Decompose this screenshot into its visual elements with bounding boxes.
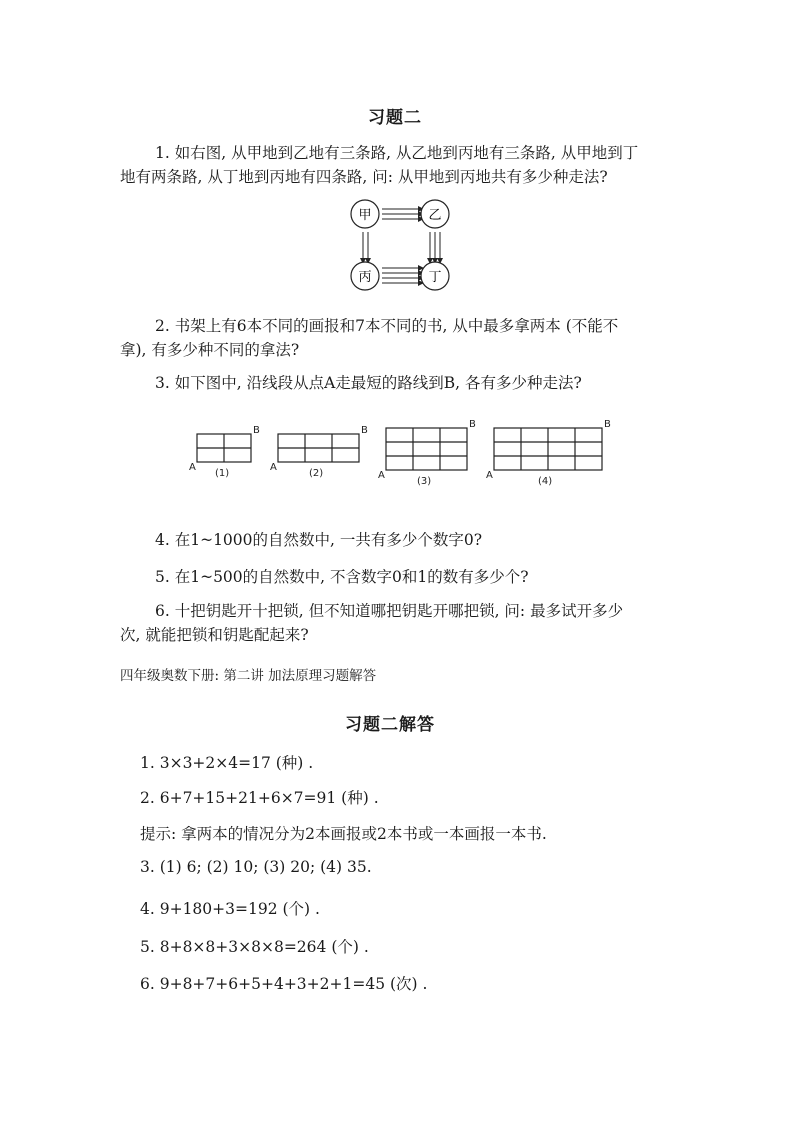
route-jia-bing-arrows: [363, 232, 368, 263]
grid-3: [386, 428, 467, 470]
grid-4: [494, 428, 602, 470]
answer-5: 5. 8+8×8+3×8×8=264 (个) .: [140, 938, 369, 956]
route-yi-ding-arrows: [430, 232, 440, 263]
grid-4-label: (4): [538, 476, 553, 487]
question-6-line-1: 6. 十把钥匙开十把锁, 但不知道哪把钥匙开哪把锁, 问: 最多试开多少: [155, 602, 624, 620]
grid-1-point-a: A: [189, 462, 196, 473]
grid-figures: [185, 420, 625, 492]
grid-1-label: (1): [215, 468, 230, 479]
answer-2: 2. 6+7+15+21+6×7=91 (种) .: [140, 789, 379, 807]
grid-1: [197, 434, 251, 462]
answer-1: 1. 3×3+2×4=17 (种) .: [140, 754, 314, 772]
grid-4-point-b: B: [604, 420, 611, 430]
route-bing-ding-arrows: [382, 268, 423, 283]
grid-2-point-a: A: [270, 462, 277, 473]
answers-title: 习题二解答: [345, 715, 435, 735]
grid-2-label: (2): [309, 468, 324, 479]
answer-4: 4. 9+180+3=192 (个) .: [140, 900, 320, 918]
grid-4-point-a: A: [486, 470, 493, 481]
exercise-title: 习题二: [368, 108, 422, 128]
grid-1-point-b: B: [253, 425, 260, 436]
answer-3: 3. (1) 6; (2) 10; (3) 20; (4) 35.: [140, 858, 372, 876]
question-5: 5. 在1~500的自然数中, 不含数字0和1的数有多少个?: [155, 568, 529, 586]
grid-3-point-b: B: [469, 420, 476, 430]
grid-2: [278, 434, 359, 462]
node-bing-label: 丙: [358, 270, 372, 285]
node-ding-label: 丁: [428, 270, 442, 285]
question-6-line-2: 次, 就能把锁和钥匙配起来?: [120, 626, 309, 644]
route-diagram: [340, 196, 470, 296]
grid-3-label: (3): [417, 476, 432, 487]
question-2-line-2: 拿), 有多少种不同的拿法?: [120, 341, 300, 359]
question-1-line-1: 1. 如右图, 从甲地到乙地有三条路, 从乙地到丙地有三条路, 从甲地到丁: [155, 144, 639, 162]
question-3-line-1: 3. 如下图中, 沿线段从点A走最短的路线到B, 各有多少种走法?: [155, 374, 582, 392]
route-jia-yi-arrows: [382, 209, 423, 219]
question-2-line-1: 2. 书架上有6本不同的画报和7本不同的书, 从中最多拿两本 (不能不: [155, 317, 619, 335]
question-4: 4. 在1~1000的自然数中, 一共有多少个数字0?: [155, 531, 483, 549]
question-1-line-2: 地有两条路, 从丁地到丙地有四条路, 问: 从甲地到丙地共有多少种走法?: [120, 168, 608, 186]
node-jia-label: 甲: [358, 208, 372, 223]
section-caption: 四年级奥数下册: 第二讲 加法原理习题解答: [120, 668, 377, 684]
node-yi-label: 乙: [428, 208, 442, 223]
grid-2-point-b: B: [361, 425, 368, 436]
answer-2-hint: 提示: 拿两本的情况分为2本画报或2本书或一本画报一本书.: [140, 825, 547, 843]
answer-6: 6. 9+8+7+6+5+4+3+2+1=45 (次) .: [140, 975, 428, 993]
grid-3-point-a: A: [378, 470, 385, 481]
